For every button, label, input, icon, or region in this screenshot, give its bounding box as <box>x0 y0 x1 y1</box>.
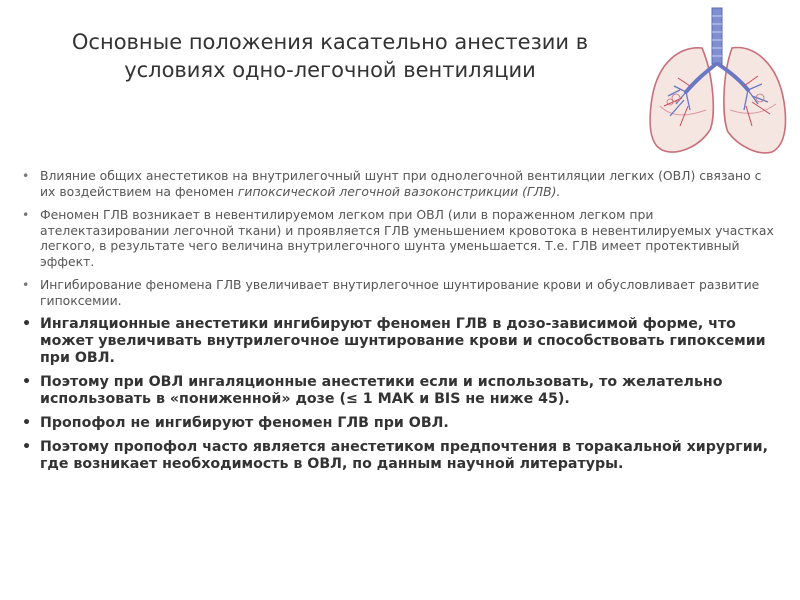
bullet-item-bold <box>20 374 780 408</box>
bullet-marker: • <box>22 374 32 390</box>
bullet-marker: • <box>22 439 32 455</box>
bullet-marker: • <box>22 168 30 183</box>
bullet-text: Феномен ГЛВ возникает в невентилируемом легком при ОВЛ (или в пораженном легком при ателектазировании легочной ткани) и проявляется ГЛВ уменьшением кровотока в невентилируемых участках легкого, в результате чего величина внутрилегочного шунта уменьшается. Т.е. ГЛВ имеет протективный эффект. <box>40 207 774 269</box>
bullet-marker: • <box>22 277 30 292</box>
bullet-item-bold <box>20 439 780 473</box>
left-lung <box>650 48 713 152</box>
bullet-item <box>20 207 780 269</box>
bullet-marker: • <box>22 415 32 431</box>
bullet-text: Ингибирование феномена ГЛВ увеличивает внутирлегочное шунтирование крови и обусловливает развитие гипоксемии. <box>40 277 760 308</box>
lungs-illustration <box>640 6 792 158</box>
bullet-item-bold <box>20 316 780 367</box>
bullet-marker: • <box>22 316 32 332</box>
bullet-text: Пропофол не ингибируют феномен ГЛВ при ОВЛ. <box>40 415 449 431</box>
bullet-text: Влияние общих анестетиков на внутрилегочный шунт при однолегочной вентиляции легких (ОВЛ) связано с их воздействием на феномен <box>40 168 762 199</box>
bullet-marker: • <box>22 207 30 222</box>
bullet-list <box>20 168 780 480</box>
bullet-item-bold <box>20 415 780 432</box>
bullet-text: Ингаляционные анестетики ингибируют феномен ГЛВ в дозо-зависимой форме, что может увеличивать внутрилегочное шунтирование крови и способствовать гипоксемии при ОВЛ. <box>40 316 766 366</box>
bullet-text: Поэтому пропофол часто является анестетиком предпочтения в торакальной хирургии, где возникает необходимость в ОВЛ, по данным научной литературы. <box>40 439 768 472</box>
slide-title: Основные положения касательно анестезии в условиях одно-легочной вентиляции <box>71 30 589 82</box>
bullet-item <box>20 168 780 199</box>
bullet-text-italic: гипоксической легочной вазоконстрикции (ГЛВ). <box>237 183 561 199</box>
bullet-item <box>20 277 780 308</box>
bullet-text: Поэтому при ОВЛ ингаляционные анестетики если и использовать, то желательно использовать в «пониженной» дозе (≤ 1 МАК и BIS не ниже 45). <box>40 374 723 407</box>
